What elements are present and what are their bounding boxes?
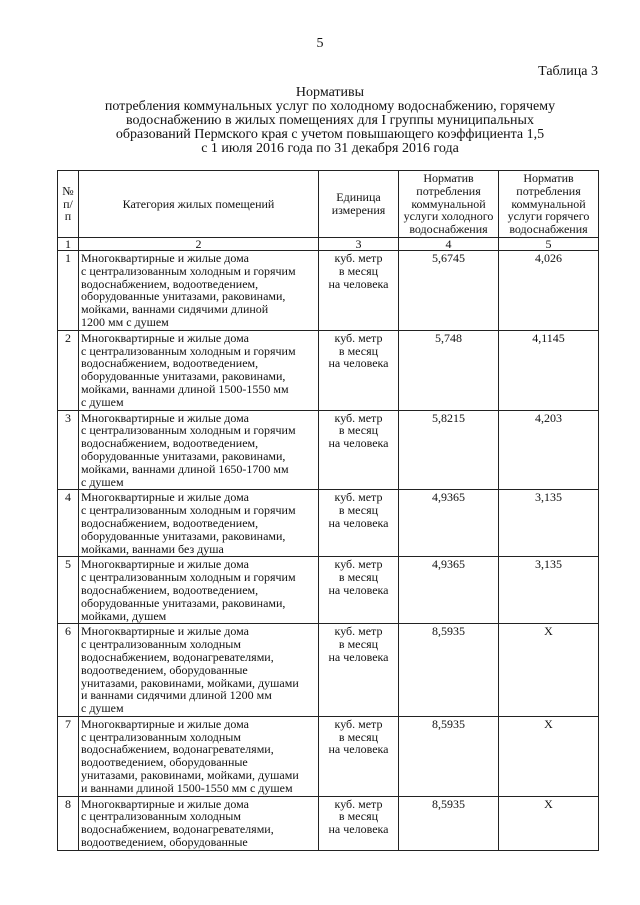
row-unit: куб. метр в месяц на человека xyxy=(319,251,399,331)
row-hot-value: 3,135 xyxy=(499,490,599,557)
column-number: 2 xyxy=(79,238,319,251)
document-title xyxy=(70,86,590,156)
column-number: 5 xyxy=(499,238,599,251)
row-num: 3 xyxy=(58,410,79,490)
row-num: 4 xyxy=(58,490,79,557)
row-num: 1 xyxy=(58,251,79,331)
row-category: Многоквартирные и жилые дома с централизованным холодным и горячим водоснабжением, водоотведением, оборудованные унитазами, раковинами, мойками, ваннами сидячими длиной 1200 мм с душем xyxy=(79,251,319,331)
row-unit: куб. метр в месяц на человека xyxy=(319,716,399,796)
header-cold-text: Норматив потребления коммунальной услуги холодного водоснабжения xyxy=(403,171,494,237)
norms-table xyxy=(57,170,599,851)
row-hot-value: X xyxy=(499,624,599,717)
table-row xyxy=(58,796,599,850)
table-row xyxy=(58,490,599,557)
header-cold xyxy=(399,171,499,238)
row-hot-value: 3,135 xyxy=(499,557,599,624)
row-category: Многоквартирные и жилые дома с централизованным холодным и горячим водоснабжением, водоотведением, оборудованные унитазами, раковинами, мойками, ваннами без душа xyxy=(79,490,319,557)
row-cold-value: 4,9365 xyxy=(399,490,499,557)
row-cold-value: 5,6745 xyxy=(399,251,499,331)
row-category: Многоквартирные и жилые дома с централизованным холодным и горячим водоснабжением, водоотведением, оборудованные унитазами, раковинами, мойками, ваннами длиной 1650-1700 мм с душем xyxy=(79,410,319,490)
column-number: 1 xyxy=(58,238,79,251)
header-category xyxy=(79,171,319,238)
row-cold-value: 4,9365 xyxy=(399,557,499,624)
header-category-text: Категория жилых помещений xyxy=(122,196,275,211)
row-unit: куб. метр в месяц на человека xyxy=(319,557,399,624)
column-number-row xyxy=(58,238,599,251)
row-cold-value: 8,5935 xyxy=(399,716,499,796)
row-unit: куб. метр в месяц на человека xyxy=(319,410,399,490)
row-unit: куб. метр в месяц на человека xyxy=(319,624,399,717)
row-category: Многоквартирные и жилые дома с централизованным холодным и горячим водоснабжением, водоотведением, оборудованные унитазами, раковинами, мойками, ваннами длиной 1500-1550 мм с душем xyxy=(79,330,319,410)
table-row xyxy=(58,716,599,796)
table-label: Таблица 3 xyxy=(538,64,598,79)
row-hot-value: 4,026 xyxy=(499,251,599,331)
row-unit: куб. метр в месяц на человека xyxy=(319,330,399,410)
row-cold-value: 5,8215 xyxy=(399,410,499,490)
header-num xyxy=(58,171,79,238)
table-row xyxy=(58,251,599,331)
row-hot-value: 4,203 xyxy=(499,410,599,490)
title-subheading: потребления коммунальных услуг по холодному водоснабжению, горячему водоснабжению в жилых помещениях для I группы муниципальных образований Пермского края с учетом повышающего коэффициента 1,5 с 1 июля 2016 года по 31 декабря 2016 года xyxy=(104,99,556,156)
row-cold-value: 8,5935 xyxy=(399,624,499,717)
row-num: 8 xyxy=(58,796,79,850)
row-unit: куб. метр в месяц на человека xyxy=(319,796,399,850)
header-hot-text: Норматив потребления коммунальной услуги горячего водоснабжения xyxy=(507,171,590,237)
table-row xyxy=(58,410,599,490)
header-hot xyxy=(499,171,599,238)
table-row xyxy=(58,624,599,717)
row-hot-value: X xyxy=(499,796,599,850)
row-hot-value: X xyxy=(499,716,599,796)
table-header-row xyxy=(58,171,599,238)
row-category: Многоквартирные и жилые дома с централизованным холодным водоснабжением, водонагревателями, водоотведением, оборудованные унитазами, раковинами, мойками, душами и ваннами сидячими длиной 1200 мм с душем xyxy=(79,624,319,717)
table-row xyxy=(58,330,599,410)
row-cold-value: 5,748 xyxy=(399,330,499,410)
row-unit: куб. метр в месяц на человека xyxy=(319,490,399,557)
row-num: 5 xyxy=(58,557,79,624)
row-num: 7 xyxy=(58,716,79,796)
column-number: 4 xyxy=(399,238,499,251)
column-number: 3 xyxy=(319,238,399,251)
row-cold-value: 8,5935 xyxy=(399,796,499,850)
row-category: Многоквартирные и жилые дома с централизованным холодным водоснабжением, водонагревателями, водоотведением, оборудованные xyxy=(79,796,319,850)
page-number: 5 xyxy=(316,36,324,51)
header-unit xyxy=(319,171,399,238)
row-hot-value: 4,1145 xyxy=(499,330,599,410)
header-unit-text: Единица измерения xyxy=(331,190,386,217)
row-category: Многоквартирные и жилые дома с централизованным холодным водоснабжением, водонагревателями, водоотведением, оборудованные унитазами, раковинами, мойками, душами и ваннами длиной 1500-1550 мм с душем xyxy=(79,716,319,796)
title-heading: Нормативы xyxy=(295,85,365,100)
table-row xyxy=(58,557,599,624)
header-num-text: № п/п xyxy=(62,183,74,224)
row-category: Многоквартирные и жилые дома с централизованным холодным и горячим водоснабжением, водоотведением, оборудованные унитазами, раковинами, мойками, душем xyxy=(79,557,319,624)
row-num: 2 xyxy=(58,330,79,410)
row-num: 6 xyxy=(58,624,79,717)
